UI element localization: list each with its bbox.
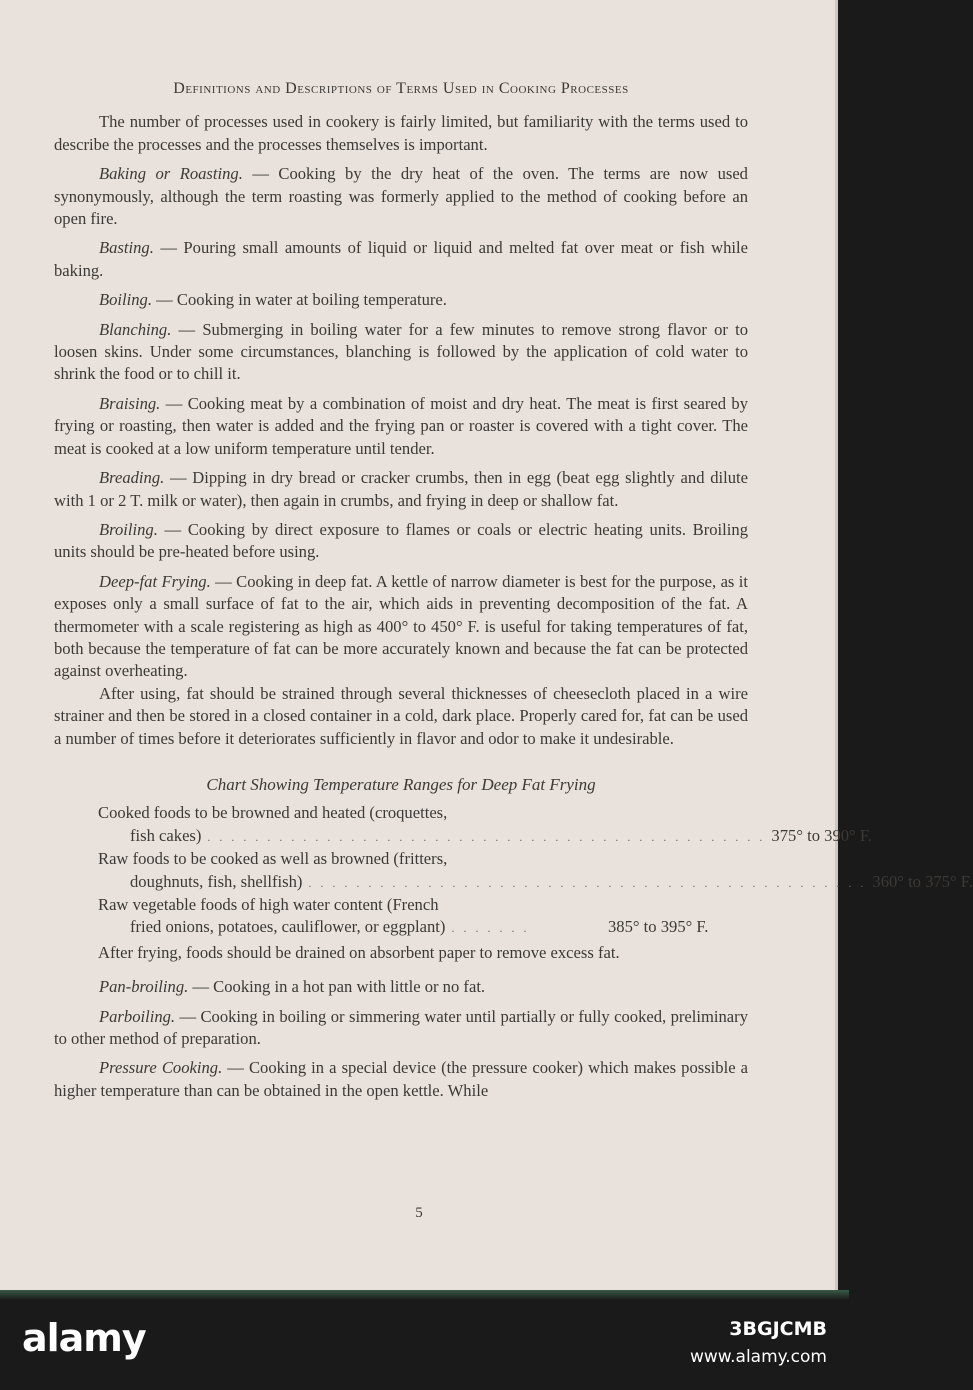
page-number: 5 <box>415 1205 423 1221</box>
chart-row-line1: Raw foods to be cooked as well as browned (fritters, <box>98 849 448 869</box>
chart-row-range: 375° to 390° F. <box>771 825 872 845</box>
entry-pressure-cooking <box>54 1057 748 1102</box>
alamy-logo: alamy <box>22 1316 146 1360</box>
entry-term: Boiling. <box>99 290 153 310</box>
entry-boiling <box>54 289 748 311</box>
chart-row-line1: Raw vegetable foods of high water content (French <box>98 895 439 914</box>
chart-row-line2: fried onions, potatoes, cauliflower, or eggplant) <box>130 917 446 937</box>
entry-text: — Cooking in deep fat. A kettle of narrow diameter is best for the purpose, as it exposes only a small surface of fat to the air, which aids in preventing decomposition of the fat. A thermometer with a scale registering as high as 400° to 450° F. is useful for taking temperatures of fat, both because the temperature of fat can be more accurately known and because the fat can be protected against overheating. <box>54 571 749 681</box>
chart-row-line2: doughnuts, fish, shellfish) <box>130 871 303 891</box>
leader-dots: . . . . . . . <box>451 921 530 936</box>
page-heading: Definitions and Descriptions of Terms Used in Cooking Processes <box>173 80 629 97</box>
entry-text: — Pouring small amounts of liquid or liquid and melted fat over meat or fish while baking. <box>54 238 748 280</box>
chart-footnote: After frying, foods should be drained on absorbent paper to remove excess fat. <box>98 942 620 962</box>
page-text <box>54 78 973 1109</box>
chart-row <box>98 802 872 848</box>
entry-deep-fat-frying <box>54 571 748 683</box>
entry-term: Deep-fat Frying. <box>99 571 211 591</box>
entry-term: Baking or Roasting. <box>99 164 243 184</box>
entry-broiling <box>54 519 748 564</box>
intro-paragraph: The number of processes used in cookery is fairly limited, but familiarity with the terms used to describe the processes and the processes themselves is important. <box>54 112 748 154</box>
entry-basting <box>54 237 748 282</box>
entry-text: — Cooking in water at boiling temperature. <box>152 290 447 310</box>
entry-text: — Cooking in boiling or simmering water until partially or fully cooked, preliminary to other method of preparation. <box>54 1006 748 1049</box>
entry-text: — Cooking by direct exposure to flames or coals or electric heating units. Broiling units should be pre-heated before using. <box>54 519 748 562</box>
page-edge <box>0 1290 849 1300</box>
entry-text: — Cooking meat by a combination of moist and dry heat. The meat is first seared by frying or roasting, then water is added and the frying pan or roaster is covered with a tight cover. The meat is cooked at a low uniform temperature until tender. <box>54 393 748 458</box>
chart-row-range: 360° to 375° F. <box>872 871 973 891</box>
entry-parboiling <box>54 1006 748 1051</box>
entry-pan-broiling <box>54 976 748 998</box>
entry-breading <box>54 467 748 512</box>
entry-blanching <box>54 319 748 386</box>
entry-text: — Dipping in dry bread or cracker crumbs, then in egg (beat egg slightly and dilute with 1 or 2 T. milk or water), then again in crumbs, and frying in deep or shallow fat. <box>54 468 748 510</box>
leader-dots: . . . . . . . . . . . . . . . . . . . . . . . . . . . . . . . . . . . . . . . . . . . . . . . <box>207 829 766 844</box>
entry-text: — Cooking in a hot pan with little or no fat. <box>188 977 486 997</box>
entry-term: Parboiling. <box>99 1006 176 1026</box>
entry-braising <box>54 393 748 460</box>
leader-dots: . . . . . . . . . . . . . . . . . . . . . . . . . . . . . . . . . . . . . . . . . . . . . . . <box>308 875 867 890</box>
chart-title: Chart Showing Temperature Ranges for Deep Fat Frying <box>206 774 596 794</box>
entry-term: Pressure Cooking. <box>99 1058 223 1078</box>
chart-row-range: 385° to 395° F. <box>608 917 709 937</box>
entry-baking <box>54 163 748 230</box>
watermark-url: www.alamy.com <box>689 1347 827 1367</box>
entry-term: Pan-broiling. <box>99 977 189 997</box>
entry-text: — Cooking by the dry heat of the oven. The terms are now used synonymously, although the term roasting was formerly applied to the method of cooking before an open fire. <box>54 164 748 229</box>
entry-text: — Cooking in a special device (the pressure cooker) which makes possible a higher temperature than can be obtained in the open kettle. While <box>54 1058 748 1100</box>
chart-row-line2: fish cakes) <box>130 825 202 845</box>
chart-row <box>98 848 973 894</box>
after-using-paragraph: After using, fat should be strained through several thicknesses of cheesecloth placed in a wire strainer and then be stored in a closed container in a cold, dark place. Properly cared for, fat can be used a number of times before it deteriorates sufficiently in flavor and odor to make it undesirable. <box>54 683 748 748</box>
entry-term: Basting. <box>99 238 154 258</box>
image-id: 3BGJCMB <box>729 1318 827 1340</box>
chart-row-line1: Cooked foods to be browned and heated (croquettes, <box>98 803 448 823</box>
entry-text: — Submerging in boiling water for a few minutes to remove strong flavor or to loosen skins. Under some circumstances, blanching is followed by the application of cold water to shrink the food or to chill it. <box>54 319 748 384</box>
entry-term: Blanching. <box>99 319 172 339</box>
chart-row <box>98 894 748 940</box>
entry-term: Braising. <box>99 393 161 413</box>
entry-term: Broiling. <box>99 519 158 539</box>
entry-term: Breading. <box>99 468 165 488</box>
